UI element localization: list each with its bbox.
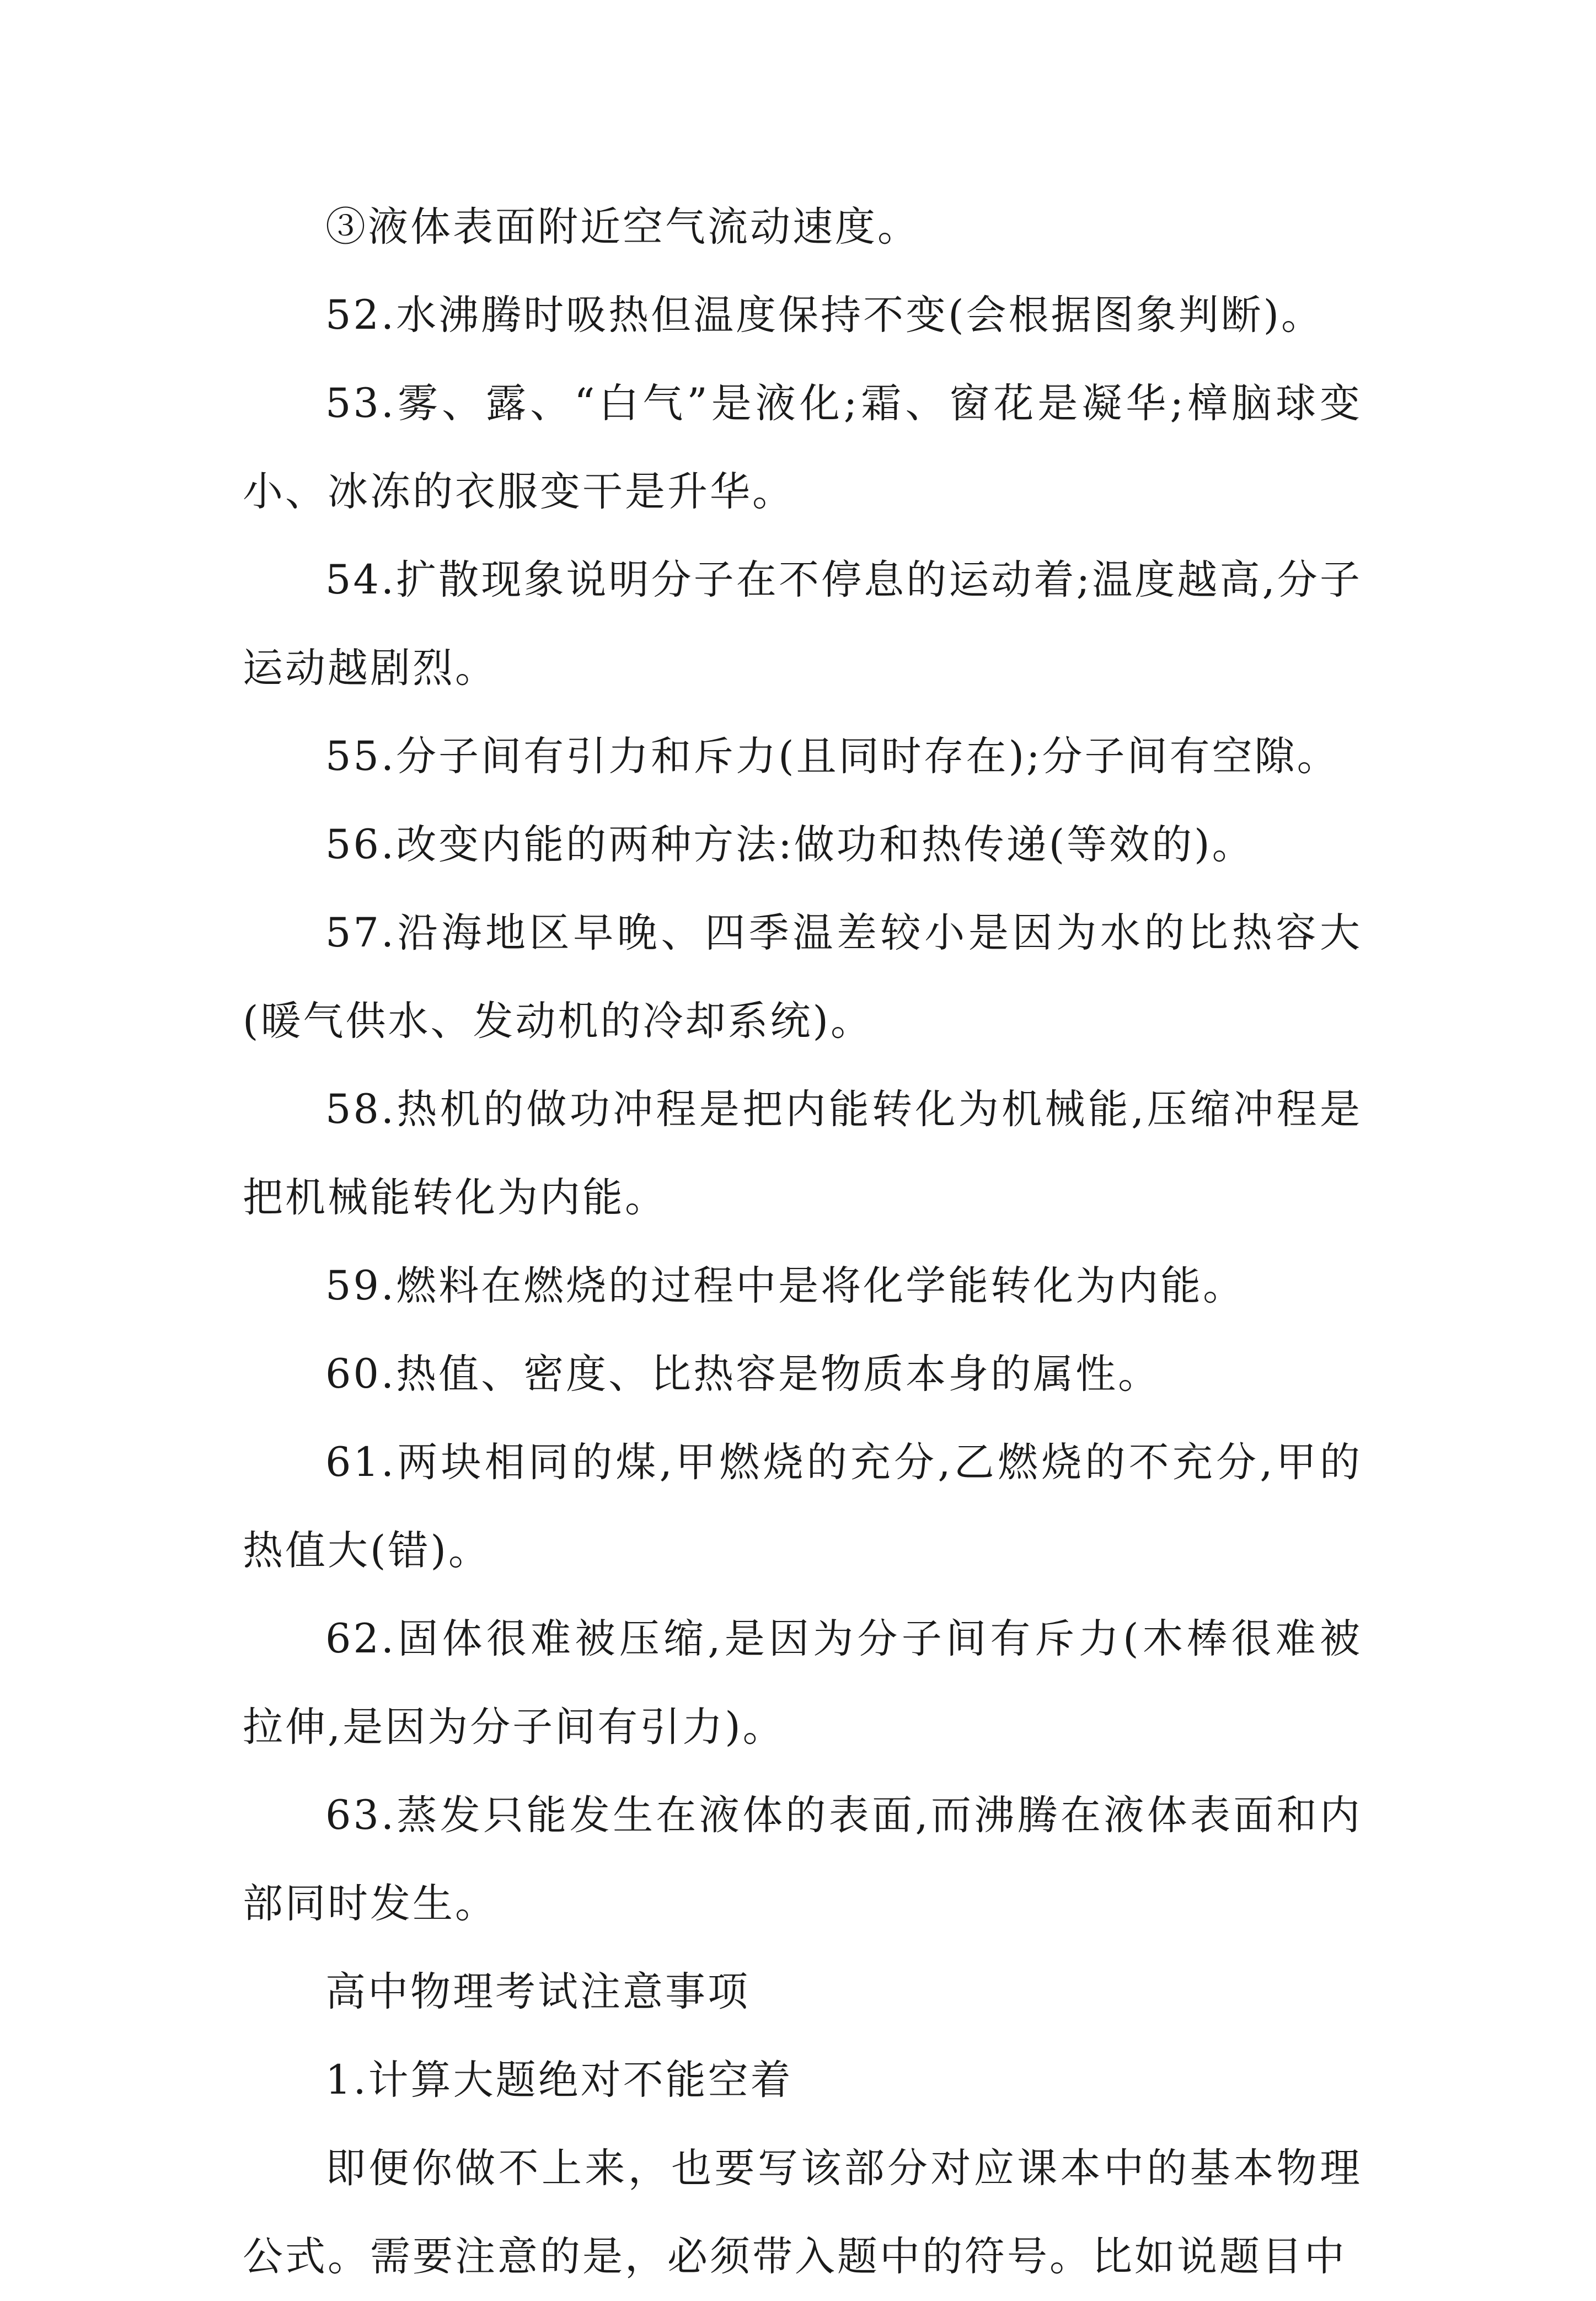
- paragraph-53: 53.雾、露、“白气”是液化;霜、窗花是凝华;樟脑球变小、冰冻的衣服变干是升华。: [243, 380, 1362, 515]
- paragraph-60: 60.热值、密度、比热容是物质本身的属性。: [325, 1351, 1161, 1398]
- paragraph-57: 57.沿海地区早晚、四季温差较小是因为水的比热容大(暖气供水、发动机的冷却系统)。: [243, 909, 1362, 1045]
- paragraph-63: 63.蒸发只能发生在液体的表面,而沸腾在液体表面和内部同时发生。: [243, 1792, 1362, 1927]
- paragraph-62: 62.固体很难被压缩,是因为分子间有斥力(木棒很难被拉伸,是因为分子间有引力)。: [243, 1615, 1362, 1751]
- paragraph-56: 56.改变内能的两种方法:做功和热传递(等效的)。: [325, 821, 1255, 868]
- section-heading: 高中物理考试注意事项: [325, 1968, 750, 2015]
- paragraph-evaporation-factor-3: ③液体表面附近空气流动速度。: [325, 204, 920, 250]
- paragraph-54: 54.扩散现象说明分子在不停息的运动着;温度越高,分子运动越剧烈。: [243, 556, 1362, 692]
- document-body: [243, 183, 1362, 2301]
- paragraph-61: 61.两块相同的煤,甲燃烧的充分,乙燃烧的不充分,甲的热值大(错)。: [243, 1439, 1362, 1574]
- paragraph-52: 52.水沸腾时吸热但温度保持不变(会根据图象判断)。: [325, 292, 1324, 339]
- paragraph-59: 59.燃料在燃烧的过程中是将化学能转化为内能。: [325, 1262, 1246, 1309]
- paragraph-55: 55.分子间有引力和斥力(且同时存在);分子间有空隙。: [325, 733, 1340, 780]
- tip-1-body: 即便你做不上来，也要写该部分对应课本中的基本物理公式。需要注意的是，必须带入题中的符号。比如说题目中: [243, 2145, 1362, 2280]
- paragraph-58: 58.热机的做功冲程是把内能转化为机械能,压缩冲程是把机械能转化为内能。: [243, 1086, 1362, 1221]
- tip-1-heading: 1.计算大题绝对不能空着: [325, 2057, 793, 2104]
